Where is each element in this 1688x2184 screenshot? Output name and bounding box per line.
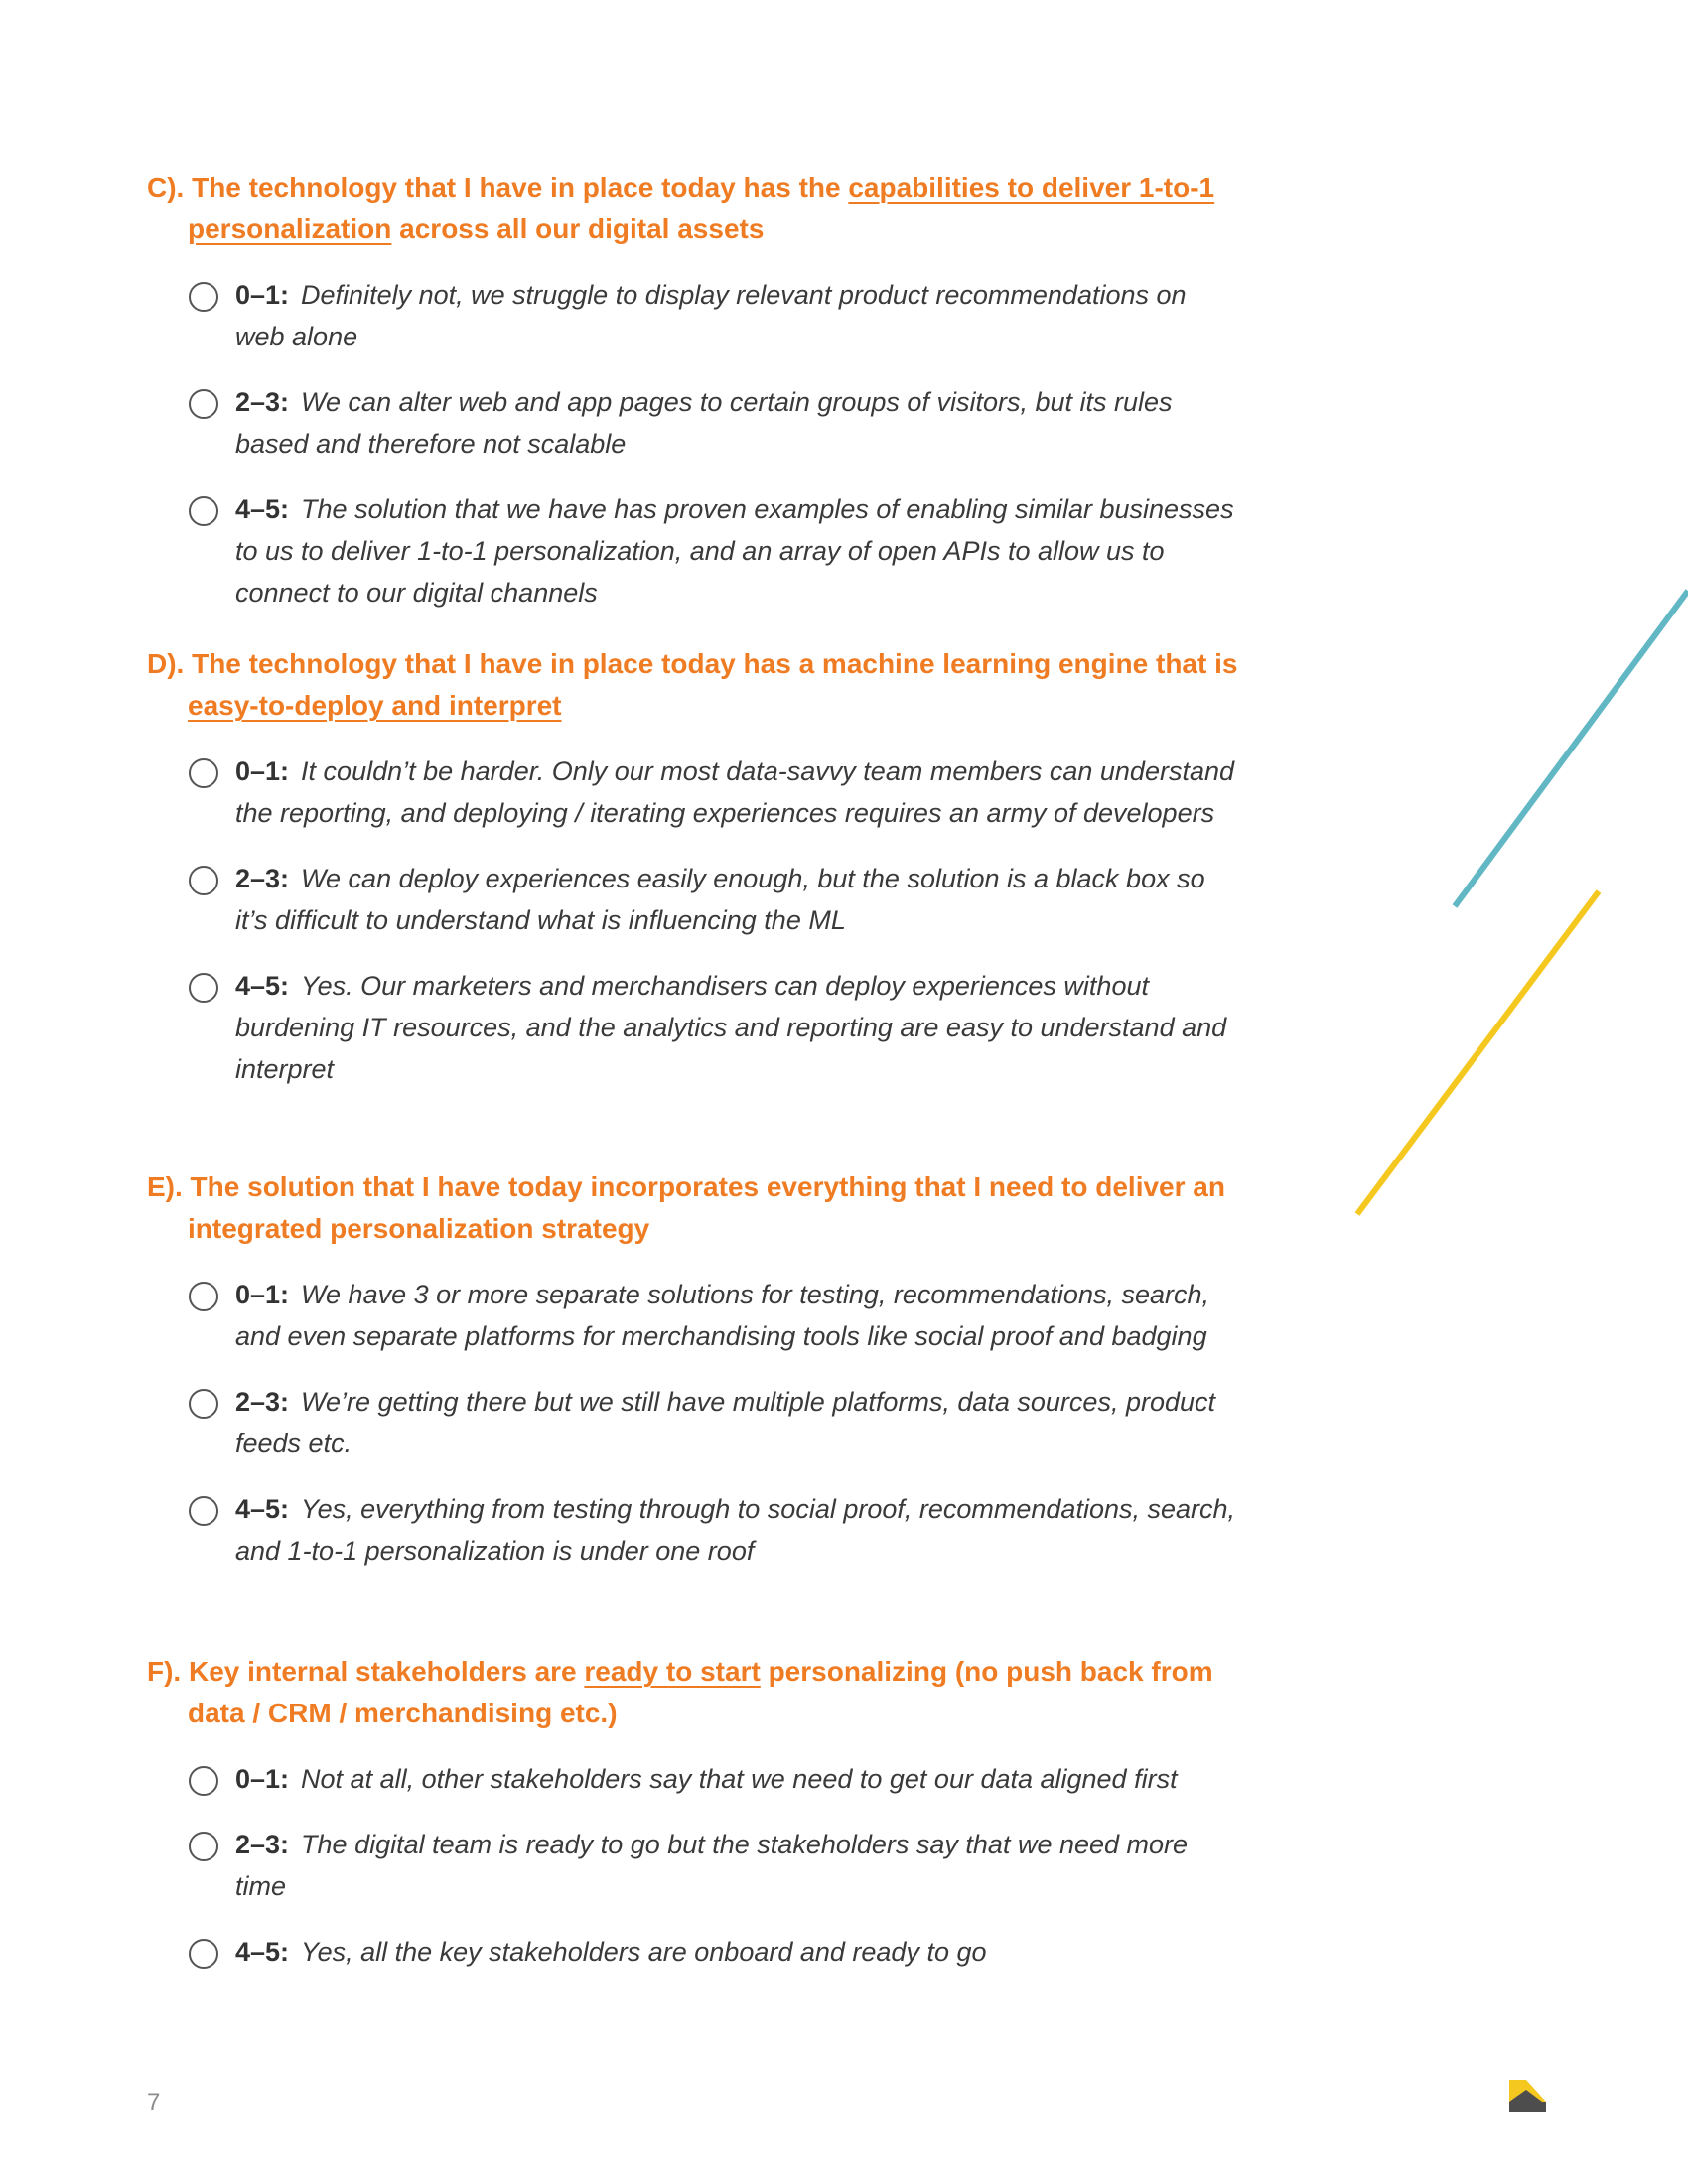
option-description: The digital team is ready to go but the stakeholders say that we need more time bbox=[235, 1830, 1189, 1901]
option-score: 2–3: bbox=[235, 864, 290, 893]
option-score: 4–5: bbox=[235, 494, 290, 524]
option-description: We can deploy experiences easily enough, but the solution is a black box so it’s difficult to understand what is influencing the ML bbox=[235, 864, 1205, 935]
question-d-title-text: D). The technology that I have in place today has a machine learning engine that is bbox=[147, 648, 1238, 679]
option-score: 4–5: bbox=[235, 1937, 290, 1967]
question-f-title-text: F). Key internal stakeholders are bbox=[147, 1656, 585, 1687]
teal-diagonal-line bbox=[1455, 591, 1688, 906]
question-c-title-text: C). The technology that I have in place today has the bbox=[147, 172, 849, 203]
option-score: 0–1: bbox=[235, 280, 290, 310]
option-score: 4–5: bbox=[235, 971, 290, 1001]
option-score: 0–1: bbox=[235, 1764, 290, 1794]
option-description: Yes. Our marketers and merchandisers can deploy experiences without burdening IT resources, and the analytics and reporting are easy to understand and interpret bbox=[235, 971, 1227, 1084]
yellow-diagonal-line bbox=[1357, 891, 1599, 1214]
option-score: 2–3: bbox=[235, 1387, 290, 1417]
question-d-title-emphasis: easy-to-deploy and interpret bbox=[188, 690, 562, 721]
option-score: 0–1: bbox=[235, 1280, 290, 1309]
option-description: It couldn’t be harder. Only our most data-savvy team members can understand the reporting, and deploying / iterating experiences requires an army of developers bbox=[235, 756, 1234, 828]
option-description: We’re getting there but we still have multiple platforms, data sources, product feeds etc. bbox=[235, 1387, 1215, 1458]
option-score: 2–3: bbox=[235, 387, 290, 417]
option-description: The solution that we have has proven examples of enabling similar businesses to us to deliver 1-to-1 personalization, and an array of open APIs to allow us to connect to our digital channels bbox=[235, 494, 1234, 608]
option-description: Yes, all the key stakeholders are onboard and ready to go bbox=[301, 1937, 987, 1967]
option-description: Yes, everything from testing through to social proof, recommendations, search, and 1-to-1 personalization is under one roof bbox=[235, 1494, 1236, 1566]
option-description: We can alter web and app pages to certain groups of visitors, but its rules based and therefore not scalable bbox=[235, 387, 1173, 459]
brand-logo-icon bbox=[1506, 2074, 1548, 2116]
question-f-title-emphasis: ready to start bbox=[584, 1656, 761, 1687]
question-c-title-text-end: across all our digital assets bbox=[391, 213, 765, 244]
option-score: 4–5: bbox=[235, 1494, 290, 1524]
logo-dark-shape bbox=[1509, 2102, 1546, 2112]
option-description: Definitely not, we struggle to display relevant product recommendations on web alone bbox=[235, 280, 1187, 351]
question-f-title-text-end: personalizing (no push back from data / CRM / merchandising etc.) bbox=[188, 1656, 1213, 1728]
page-number: 7 bbox=[147, 2089, 161, 2116]
option-score: 2–3: bbox=[235, 1830, 290, 1859]
option-description: Not at all, other stakeholders say that we need to get our data aligned first bbox=[301, 1764, 1178, 1794]
option-score: 0–1: bbox=[235, 756, 290, 786]
question-c-title-emphasis: capabilities to deliver 1-to-1 personalization bbox=[188, 172, 1215, 244]
question-e-title-text: E). The solution that I have today incorporates everything that I need to deliver an integrated personalization strategy bbox=[147, 1171, 1225, 1244]
option-description: We have 3 or more separate solutions for testing, recommendations, search, and even separate platforms for merchandising tools like social proof and badging bbox=[235, 1280, 1210, 1351]
